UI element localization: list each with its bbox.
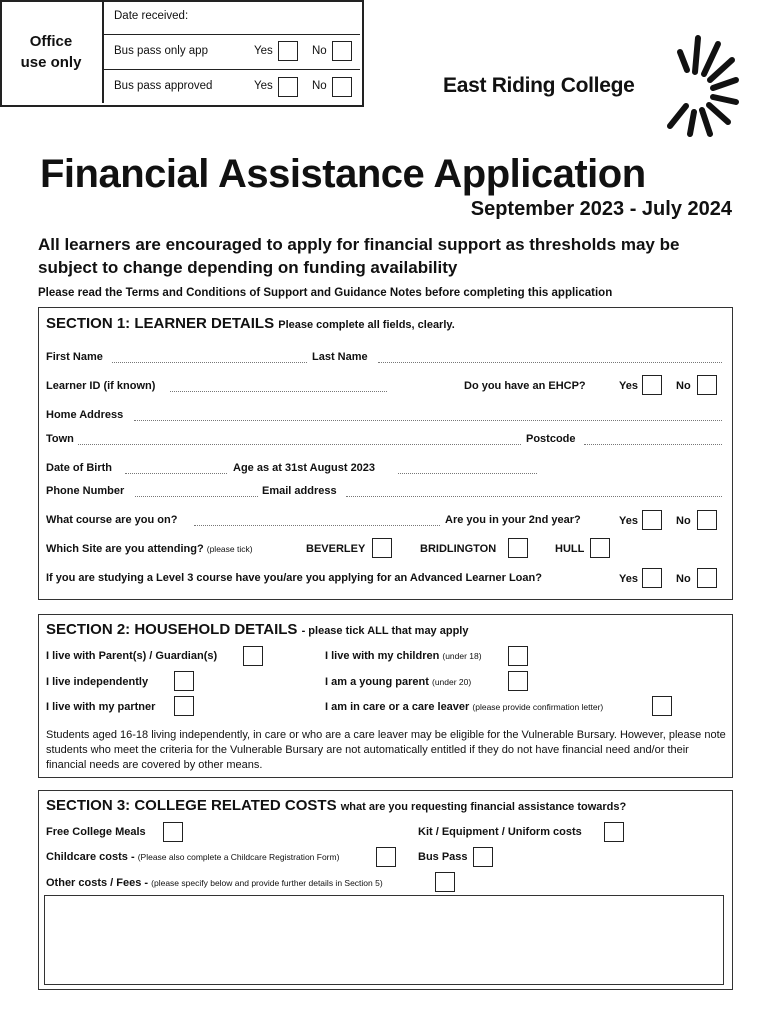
section1-title: SECTION 1: LEARNER DETAILS Please complete all fields, clearly. [46, 315, 455, 332]
bus-pass-app-yes-checkbox[interactable] [278, 41, 298, 61]
advanced-learner-loan-label: If you are studying a Level 3 course have you/are you applying for an Advanced Learner Loan? [46, 572, 542, 584]
bus-pass-app-label: Bus pass only app [114, 45, 208, 57]
vulnerable-bursary-note: Students aged 16-18 living independently, in care or who are a care leaver may be eligible for the Vulnerable Bursary. However, please note students who meet the criteria for the Vulnerable Bursary are not automatically entitled if they do not have financial need and/or their financial needs are covered by other means. [46, 729, 726, 771]
email-label: Email address [262, 485, 337, 497]
sunburst-logo-icon [650, 30, 740, 140]
kit-checkbox[interactable] [604, 822, 624, 842]
dob-label: Date of Birth [46, 462, 112, 474]
yes-label: Yes [254, 45, 273, 57]
independently-checkbox[interactable] [174, 671, 194, 691]
yes-label: Yes [619, 515, 638, 527]
young-parent-checkbox[interactable] [508, 671, 528, 691]
first-name-field[interactable] [112, 362, 307, 363]
bus-pass-label: Bus Pass [418, 851, 468, 863]
site-label: Which Site are you attending? (please tick) [46, 543, 253, 555]
bus-pass-approved-label: Bus pass approved [114, 80, 213, 92]
section2-title: SECTION 2: HOUSEHOLD DETAILS - please tick ALL that may apply [46, 621, 469, 638]
no-label: No [312, 45, 327, 57]
other-costs-checkbox[interactable] [435, 872, 455, 892]
instruction-text: Please read the Terms and Conditions of Support and Guidance Notes before completing this application [38, 287, 613, 299]
town-field[interactable] [78, 444, 521, 445]
kit-label: Kit / Equipment / Uniform costs [418, 826, 582, 838]
email-field[interactable] [346, 496, 722, 497]
office-use-box [0, 0, 364, 107]
bus-pass-app-no-checkbox[interactable] [332, 41, 352, 61]
yes-label: Yes [254, 80, 273, 92]
home-address-field[interactable] [134, 420, 722, 421]
other-costs-label: Other costs / Fees - (please specify below and provide further details in Section 5) [46, 877, 383, 889]
last-name-field[interactable] [378, 362, 722, 363]
children-checkbox[interactable] [508, 646, 528, 666]
loan-no-checkbox[interactable] [697, 568, 717, 588]
second-year-label: Are you in your 2nd year? [445, 514, 581, 526]
town-label: Town [46, 433, 74, 445]
care-label: I am in care or a care leaver (please provide confirmation letter) [325, 701, 604, 713]
age-label: Age as at 31st August 2023 [233, 462, 376, 474]
college-logo-text: East Riding College [443, 74, 635, 97]
bus-pass-approved-row [102, 70, 360, 104]
learner-id-field[interactable] [170, 391, 387, 392]
postcode-field[interactable] [584, 444, 722, 445]
partner-checkbox[interactable] [174, 696, 194, 716]
dob-field[interactable] [125, 473, 227, 474]
partner-label: I live with my partner [46, 701, 156, 713]
course-field[interactable] [194, 525, 440, 526]
loan-yes-checkbox[interactable] [642, 568, 662, 588]
date-received-row [102, 0, 360, 35]
intro-text: All learners are encouraged to apply for financial support as thresholds may be subject to change depending on funding availability [38, 235, 680, 277]
page-title: Financial Assistance Application [40, 152, 646, 196]
site-hull-label: HULL [555, 543, 585, 555]
bus-pass-approved-yes-checkbox[interactable] [278, 77, 298, 97]
parents-label: I live with Parent(s) / Guardian(s) [46, 650, 218, 662]
young-parent-label: I am a young parent (under 20) [325, 676, 472, 688]
no-label: No [312, 80, 327, 92]
home-address-label: Home Address [46, 409, 124, 421]
second-year-yes-checkbox[interactable] [642, 510, 662, 530]
site-beverley-label: BEVERLEY [306, 543, 366, 555]
date-received-label: Date received: [114, 10, 189, 22]
last-name-label: Last Name [312, 351, 368, 363]
bus-pass-checkbox[interactable] [473, 847, 493, 867]
section3-title: SECTION 3: COLLEGE RELATED COSTS what are you requesting financial assistance towards? [46, 797, 627, 814]
no-label: No [676, 515, 691, 527]
second-year-no-checkbox[interactable] [697, 510, 717, 530]
page-subtitle: September 2023 - July 2024 [470, 198, 732, 220]
childcare-label: Childcare costs - (Please also complete a Childcare Registration Form) [46, 851, 340, 863]
learner-id-label: Learner ID (if known) [46, 380, 156, 392]
other-costs-textarea[interactable] [44, 895, 724, 985]
ehcp-yes-checkbox[interactable] [642, 375, 662, 395]
site-beverley-checkbox[interactable] [372, 538, 392, 558]
bus-pass-approved-no-checkbox[interactable] [332, 77, 352, 97]
phone-label: Phone Number [46, 485, 125, 497]
bus-pass-app-row [102, 35, 360, 70]
childcare-checkbox[interactable] [376, 847, 396, 867]
no-label: No [676, 573, 691, 585]
first-name-label: First Name [46, 351, 103, 363]
site-bridlington-checkbox[interactable] [508, 538, 528, 558]
ehcp-label: Do you have an EHCP? [464, 380, 586, 392]
children-label: I live with my children (under 18) [325, 650, 482, 662]
site-bridlington-label: BRIDLINGTON [420, 543, 497, 555]
meals-checkbox[interactable] [163, 822, 183, 842]
yes-label: Yes [619, 573, 638, 585]
independently-label: I live independently [46, 676, 149, 688]
age-field[interactable] [398, 473, 537, 474]
office-use-label: Office use only [0, 0, 104, 103]
site-hull-checkbox[interactable] [590, 538, 610, 558]
ehcp-no-checkbox[interactable] [697, 375, 717, 395]
no-label: No [676, 380, 691, 392]
postcode-label: Postcode [526, 433, 576, 445]
phone-field[interactable] [135, 496, 258, 497]
parents-checkbox[interactable] [243, 646, 263, 666]
course-label: What course are you on? [46, 514, 178, 526]
care-checkbox[interactable] [652, 696, 672, 716]
yes-label: Yes [619, 380, 638, 392]
meals-label: Free College Meals [46, 826, 146, 838]
